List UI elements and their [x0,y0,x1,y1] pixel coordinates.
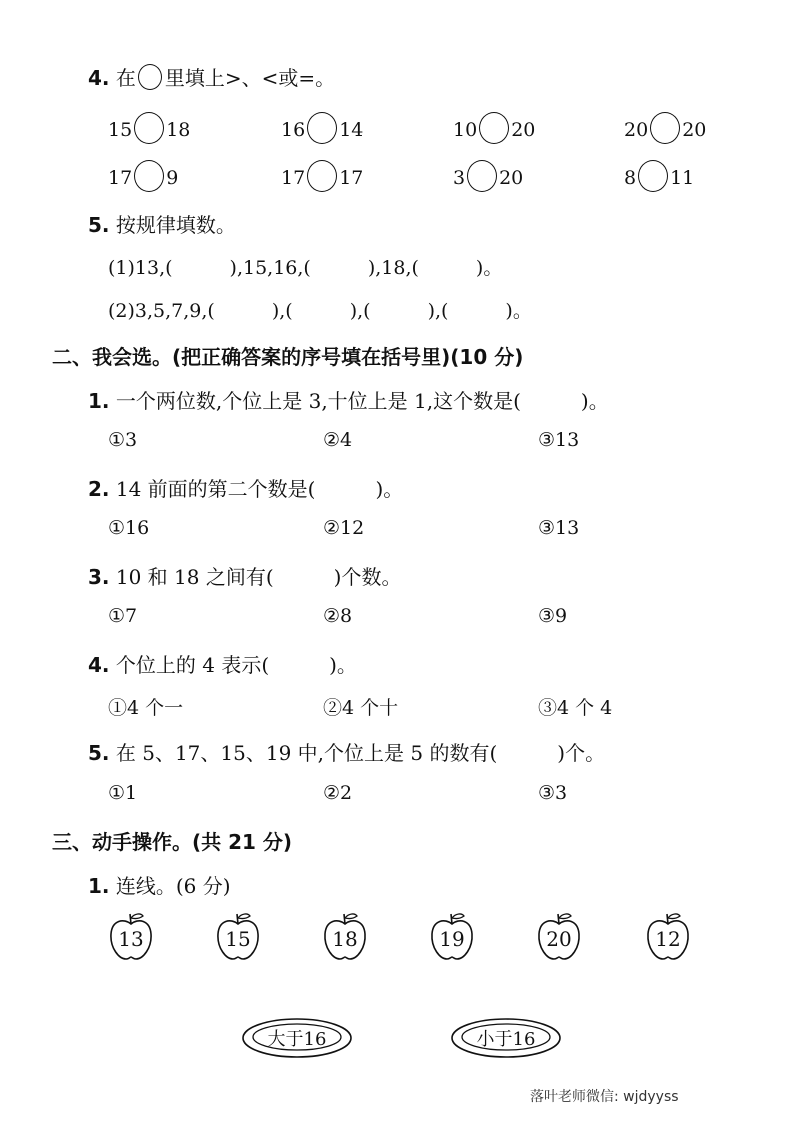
question-number: 3. [88,565,110,589]
question-text: 在 5、17、15、19 中,个位上是 5 的数有( )个。 [115,741,606,765]
plate-less-than-16[interactable] [450,1016,562,1060]
answer-circle[interactable] [467,160,497,192]
question-number: 5. [88,741,110,765]
apple-number: 13 [118,927,144,951]
apple-15[interactable] [213,910,263,964]
s2-q1-option-2: ②4 [323,429,353,451]
s2-q5-option-1: ①1 [108,782,138,804]
compare-left: 17 [108,167,133,189]
s2-q5 [88,737,605,766]
q5-line-1: (1)13,( ),15,16,( ),18,( )。 [108,257,503,279]
s3-q1 [88,870,231,899]
s2-q3 [88,561,401,590]
section-2-heading: 二、我会选。(把正确答案的序号填在括号里)(10 分) [52,345,524,369]
compare-left: 3 [453,167,466,189]
compare-left: 20 [624,119,649,141]
apple-number: 18 [332,927,358,951]
compare-left: 17 [281,167,306,189]
plate-label: 大于16 [267,1029,327,1050]
q5-title-text: 按规律填数。 [115,213,236,237]
s2-q2 [88,473,403,502]
compare-right: 20 [682,119,707,141]
answer-circle[interactable] [307,160,337,192]
compare-item-8 [624,160,694,192]
apple-number: 20 [546,927,572,951]
answer-circle[interactable] [134,160,164,192]
answer-circle[interactable] [650,112,680,144]
compare-right: 11 [670,167,695,189]
compare-left: 16 [281,119,306,141]
s2-q2-option-2: ②12 [323,517,365,539]
answer-circle[interactable] [134,112,164,144]
question-text: 10 和 18 之间有( )个数。 [115,565,402,589]
plate-greater-than-16[interactable] [241,1016,353,1060]
q4-title [88,62,335,91]
s2-q2-option-1: ①16 [108,517,150,539]
question-number: 1. [88,389,110,413]
apple-number: 12 [655,927,681,951]
s2-q1-option-1: ①3 [108,429,138,451]
s2-q4 [88,649,357,678]
apple-12[interactable] [643,910,693,964]
s2-q4-option-2: ②4 个十 [323,697,399,719]
compare-left: 10 [453,119,478,141]
compare-item-7 [453,160,523,192]
s2-q3-option-2: ②8 [323,605,353,627]
q5-number: 5. [88,213,110,237]
compare-item-2 [281,112,363,144]
q4-title-post: 里填上>、<或=。 [164,66,336,90]
compare-right: 9 [166,167,179,189]
question-text: 个位上的 4 表示( )。 [115,653,357,677]
plate-label: 小于16 [476,1029,536,1050]
s2-q4-option-3: ③4 个 4 [538,697,613,719]
s2-q3-option-3: ③9 [538,605,568,627]
s2-q2-option-3: ③13 [538,517,580,539]
section-3-heading: 三、动手操作。(共 21 分) [52,830,293,854]
compare-item-6 [281,160,363,192]
apple-19[interactable] [427,910,477,964]
compare-item-5 [108,160,178,192]
compare-item-1 [108,112,190,144]
compare-right: 20 [499,167,524,189]
apple-number: 15 [225,927,251,951]
compare-item-3 [453,112,535,144]
s2-q4-option-1: ①4 个一 [108,697,184,719]
s2-q3-option-1: ①7 [108,605,138,627]
compare-right: 18 [166,119,191,141]
question-number: 4. [88,653,110,677]
q5-title [88,209,236,238]
s2-q1 [88,385,609,414]
circle-blank-icon [138,64,162,90]
question-text: 连线。(6 分) [115,874,231,898]
answer-circle[interactable] [638,160,668,192]
compare-left: 8 [624,167,637,189]
s2-q5-option-3: ③3 [538,782,568,804]
apple-number: 19 [439,927,465,951]
question-number: 2. [88,477,110,501]
question-number: 1. [88,874,110,898]
s2-q1-option-3: ③13 [538,429,580,451]
compare-item-4 [624,112,706,144]
apple-20[interactable] [534,910,584,964]
compare-right: 20 [511,119,536,141]
q5-line-2: (2)3,5,7,9,( ),( ),( ),( )。 [108,300,532,322]
answer-circle[interactable] [479,112,509,144]
compare-right: 17 [339,167,364,189]
question-text: 14 前面的第二个数是( )。 [115,477,404,501]
q4-number: 4. [88,66,110,90]
question-text: 一个两位数,个位上是 3,十位上是 1,这个数是( )。 [115,389,609,413]
footer-watermark: 落叶老师微信: wjdyyss [530,1089,679,1105]
apple-18[interactable] [320,910,370,964]
s2-q5-option-2: ②2 [323,782,353,804]
apple-13[interactable] [106,910,156,964]
answer-circle[interactable] [307,112,337,144]
compare-left: 15 [108,119,133,141]
compare-right: 14 [339,119,364,141]
q4-title-pre: 在 [115,66,136,90]
